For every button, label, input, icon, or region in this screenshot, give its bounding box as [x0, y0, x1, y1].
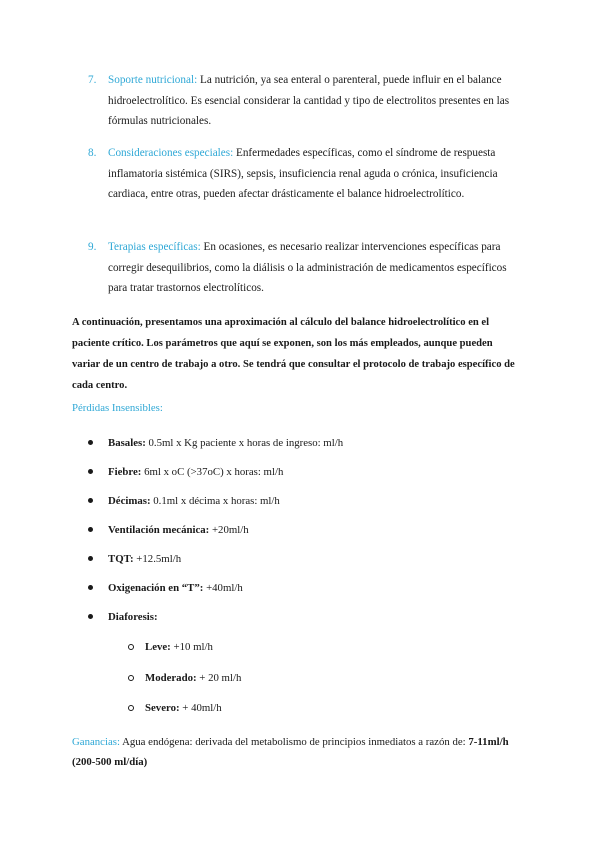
bullet-text: 0.5ml x Kg paciente x horas de ingreso: ml/h: [145, 437, 344, 449]
sub-bullet-text: + 20 ml/h: [196, 672, 242, 684]
sub-bullet-label: Severo:: [145, 702, 180, 714]
list-item-9: [88, 237, 518, 299]
bullet-fiebre: [88, 464, 283, 480]
bullet-dot: [88, 527, 93, 532]
list-item-title: Consideraciones especiales:: [108, 147, 234, 159]
bullet-label: TQT:: [108, 553, 134, 565]
sub-bullet-severo: [128, 700, 222, 716]
list-item-title: Terapias específicas:: [108, 241, 201, 253]
bullet-tqt: [88, 551, 181, 567]
list-item-body: [108, 143, 518, 205]
ganancias-text: Agua endógena: derivada del metabolismo de principios inmediatos a razón de:: [119, 736, 469, 748]
list-item-body: [108, 70, 518, 132]
bullet-label: Diaforesis:: [108, 611, 158, 623]
sub-bullet-leve: [128, 639, 213, 655]
list-marker: 8.: [88, 147, 97, 159]
bullet-label: Décimas:: [108, 495, 151, 507]
list-item-text: La nutrición, ya sea enteral o parenteral, puede influir en el balance hidroelectrolítico. Es esencial considerar la cantidad y tipo de electrolitos presentes en las fórmulas nutricionales.: [108, 74, 510, 127]
ganancias-title: Ganancias:: [72, 736, 120, 748]
perdidas-heading: Pérdidas Insensibles:: [72, 402, 163, 414]
bullet-label: Basales:: [108, 437, 146, 449]
bullet-dot: [88, 440, 93, 445]
intro-paragraph: A continuación, presentamos una aproximación al cálculo del balance hidroelectrolítico en el paciente crítico. Los parámetros que aquí se exponen, son los más empleados, aunque pueden variar de un centro de trabajo a otro. Se tendrá que consultar el protocolo de trabajo específico de cada centro.: [72, 317, 515, 391]
sub-bullet-text: +10 ml/h: [170, 641, 213, 653]
bullet-text: 6ml x oC (>37oC) x horas: ml/h: [141, 466, 284, 478]
bullet-dot: [88, 469, 93, 474]
bullet-dot: [88, 556, 93, 561]
bullet-text: +20ml/h: [209, 524, 249, 536]
bullet-ventilacion: [88, 522, 249, 538]
ganancias-paragraph: [72, 732, 527, 772]
bullet-label: Ventilación mecánica:: [108, 524, 210, 536]
bullet-basales: [88, 435, 343, 451]
bullet-decimas: [88, 493, 280, 509]
sub-bullet-moderado: [128, 670, 241, 686]
list-item-text: En ocasiones, es necesario realizar intervenciones específicas para corregir desequilibrios, como la diálisis o la administración de medicamentos específicos para tratar trastornos electrolíticos.: [108, 241, 507, 294]
bullet-label: Oxigenación en “T”:: [108, 582, 204, 594]
sub-bullet-label: Moderado:: [145, 672, 197, 684]
list-item-8: [88, 143, 518, 205]
bullet-oxigenacion: [88, 580, 243, 596]
sub-bullet-ring: [128, 644, 134, 650]
list-item-7: [88, 70, 518, 132]
bullet-text: 0.1ml x décima x horas: ml/h: [150, 495, 280, 507]
ganancias-bold: 7-11ml/h (200-500 ml/día): [72, 736, 509, 768]
list-marker: 7.: [88, 74, 97, 86]
sub-bullet-ring: [128, 675, 134, 681]
bullet-dot: [88, 498, 93, 503]
list-item-title: Soporte nutricional:: [108, 74, 198, 86]
list-item-body: [108, 237, 518, 299]
bullet-diaforesis: [88, 609, 158, 625]
bullet-label: Fiebre:: [108, 466, 142, 478]
bullet-text: +12.5ml/h: [133, 553, 182, 565]
list-marker: 9.: [88, 241, 97, 253]
bullet-text: +40ml/h: [203, 582, 243, 594]
sub-bullet-label: Leve:: [145, 641, 171, 653]
sub-bullet-text: + 40ml/h: [179, 702, 222, 714]
bullet-dot: [88, 585, 93, 590]
list-item-text: Enfermedades específicas, como el síndrome de respuesta inflamatoria sistémica (SIRS), sepsis, insuficiencia renal aguda o crónica, insuficiencia cardiaca, entre otras, pueden afectar drásticamente el balance hidroelectrolítico.: [108, 147, 498, 200]
bullet-dot: [88, 614, 93, 619]
sub-bullet-ring: [128, 705, 134, 711]
